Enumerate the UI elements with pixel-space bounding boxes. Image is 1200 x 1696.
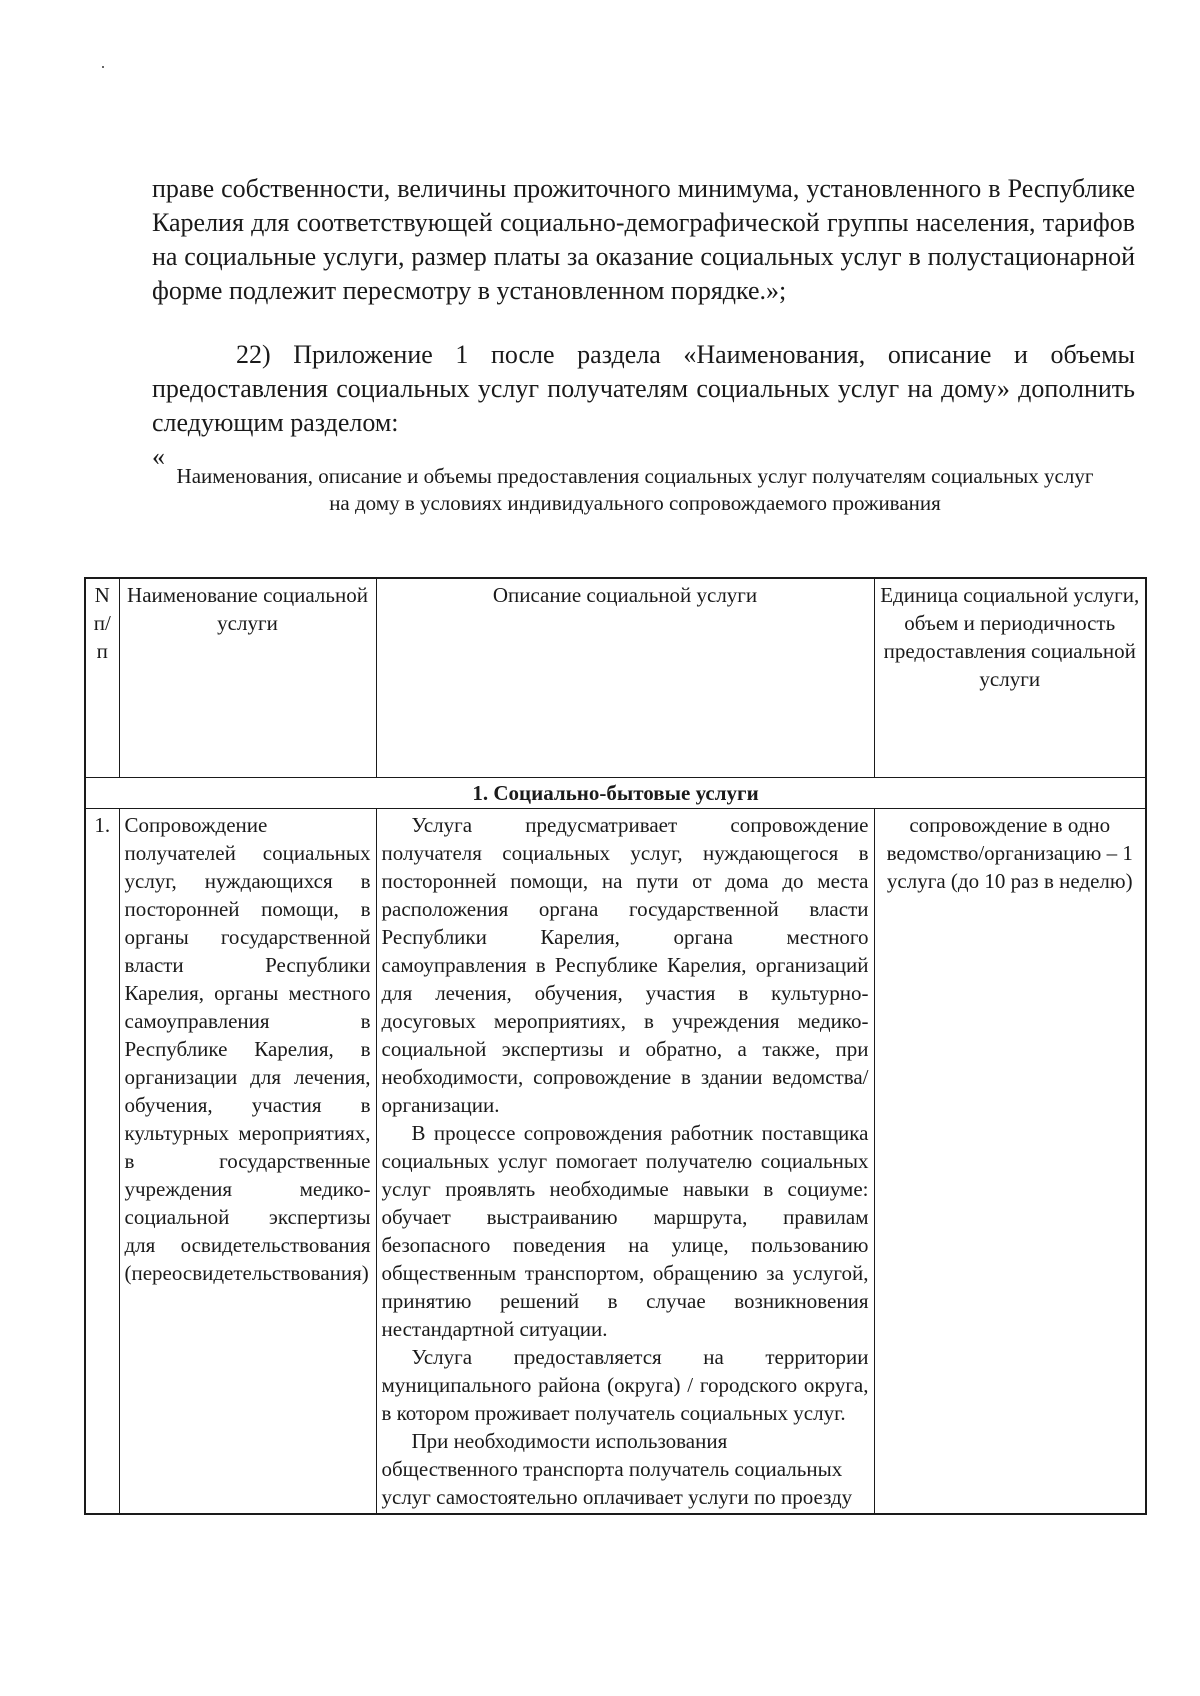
header-description: Описание социальной услуги: [376, 578, 874, 778]
row-service-name: Сопровождение получателей социальных услуг, нуждающихся в посторонней помощи, в органы государственной власти Республики Карелия, органы местного самоуправления в Республике Карелия, в организации для лечения, обучения, участия в культурных мероприятиях, в государственные учреждения медико-социальной экспертизы для освидетельствования (переосвидетельствования): [119, 809, 376, 1515]
description-paragraph: В процессе сопровождения работник поставщика социальных услуг помогает получателю социальных услуг проявлять необходимые навыки в социуме: обучает выстраиванию маршрута, правилам безопасного поведения на улице, пользованию общественным транспортом, обращению за услугой, принятию решений в случае возникновения нестандартной ситуации.: [381, 1121, 869, 1341]
continuation-paragraph: [152, 172, 1135, 308]
paragraph-2: 22) Приложение 1 после раздела «Наименования, описание и объемы предоставления социальных услуг получателям социальных услуг на дому» дополнить следующим разделом:: [152, 340, 1135, 437]
scan-speck: [102, 66, 104, 68]
group-title: 1. Социально-бытовые услуги: [85, 778, 1146, 809]
table-row: [85, 809, 1146, 1515]
description-paragraph: Услуга предусматривает сопровождение получателя социальных услуг, нуждающегося в посторонней помощи, на пути от дома до места расположения органа государственной власти Республики Карелия, органа местного самоуправления в Республике Карелия, организаций для лечения, обучения, участия в культурно-досуговых мероприятиях, в учреждения медико-социальной экспертизы и обратно, а также, при необходимости, сопровождение в здании ведомства/организации.: [381, 813, 869, 1117]
description-paragraph: При необходимости использования общественного транспорта получатель социальных услуг самостоятельно оплачивает услуги по проезду: [381, 1429, 853, 1509]
opening-quote: «: [152, 442, 165, 471]
row-num: 1.: [85, 809, 119, 1515]
row-unit: сопровождение в одно ведомство/организацию – 1 услуга (до 10 раз в неделю): [874, 809, 1146, 1515]
header-unit: Единица социальной услуги, объем и периодичность предоставления социальной услуги: [874, 578, 1146, 778]
description-paragraph: Услуга предоставляется на территории муниципального района (округа) / городского округа, в котором проживает получатель социальных услуг.: [381, 1345, 869, 1425]
header-name: Наименование социальной услуги: [119, 578, 376, 778]
header-num: N п/п: [85, 578, 119, 778]
group-title-row: [85, 778, 1146, 809]
table-header-row: [85, 578, 1146, 778]
row-description: [376, 809, 874, 1515]
paragraph-1: праве собственности, величины прожиточного минимума, установленного в Республике Карелия для соответствующей социально-демографической группы населения, тарифов на социальные услуги, размер платы за оказание социальных услуг в полустационарной форме подлежит пересмотру в установленном порядке.»;: [152, 174, 1135, 305]
amendment-paragraph: [152, 338, 1135, 440]
section-title: Наименования, описание и объемы предоставления социальных услуг получателям социальных услуг на дому в условиях индивидуального сопровождаемого проживания: [176, 464, 1094, 515]
services-table: [84, 577, 1147, 1515]
